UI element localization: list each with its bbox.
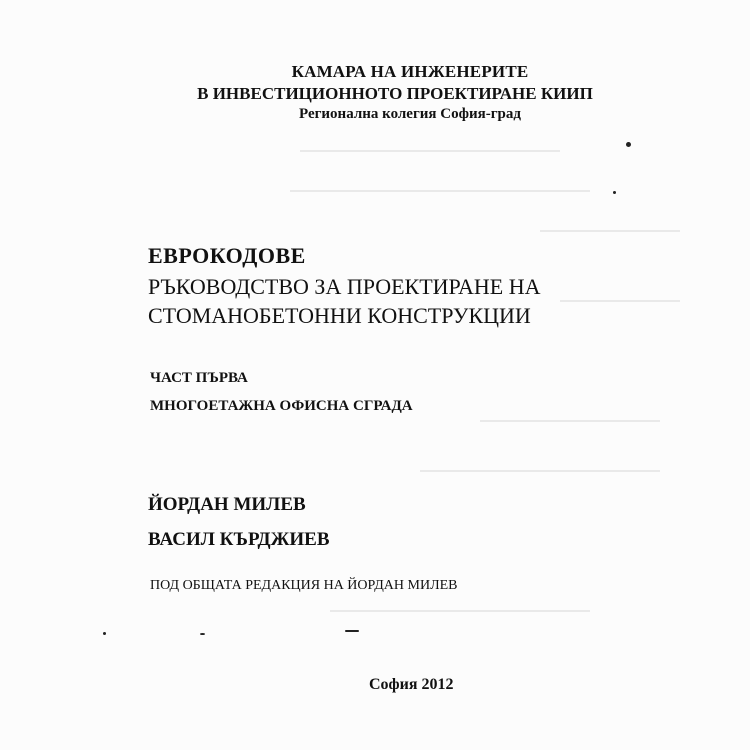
show-through-line [540, 230, 680, 232]
editor-note: ПОД ОБЩАТА РЕДАКЦИЯ НА ЙОРДАН МИЛЕВ [150, 578, 458, 593]
show-through-line [330, 610, 590, 612]
book-title-line-1: РЪКОВОДСТВО ЗА ПРОЕКТИРАНЕ НА [148, 274, 541, 299]
show-through-line [290, 190, 590, 192]
part-number: ЧАСТ ПЪРВА [150, 370, 248, 386]
show-through-line [300, 150, 560, 152]
author-name: ЙОРДАН МИЛЕВ [148, 494, 306, 515]
series-title: ЕВРОКОДОВЕ [148, 243, 306, 268]
publisher-line-2: В ИНВЕСТИЦИОННОТО ПРОЕКТИРАНЕ КИИП [197, 84, 593, 103]
scan-speck [626, 142, 631, 147]
scan-speck [345, 630, 359, 632]
scan-speck [613, 191, 616, 194]
publisher-line-3: Регионална колегия София-град [298, 106, 521, 122]
authors [148, 487, 330, 557]
show-through-line [560, 300, 680, 302]
scan-speck [200, 633, 205, 635]
show-through-line [480, 420, 660, 422]
show-through-line [420, 470, 660, 472]
scan-speck [103, 632, 106, 635]
publisher-header [150, 62, 670, 123]
publisher-line-1: КАМАРА НА ИНЖЕНЕРИТЕ [291, 62, 529, 81]
author-name: ВАСИЛ КЪРДЖИЕВ [148, 529, 330, 550]
book-title [148, 272, 540, 330]
book-title-line-2: СТОМАНОБЕТОННИ КОНСТРУКЦИИ [148, 303, 531, 328]
part-info [150, 364, 413, 420]
part-subject: МНОГОЕТАЖНА ОФИСНА СГРАДА [150, 398, 413, 414]
imprint: София 2012 [369, 676, 454, 693]
